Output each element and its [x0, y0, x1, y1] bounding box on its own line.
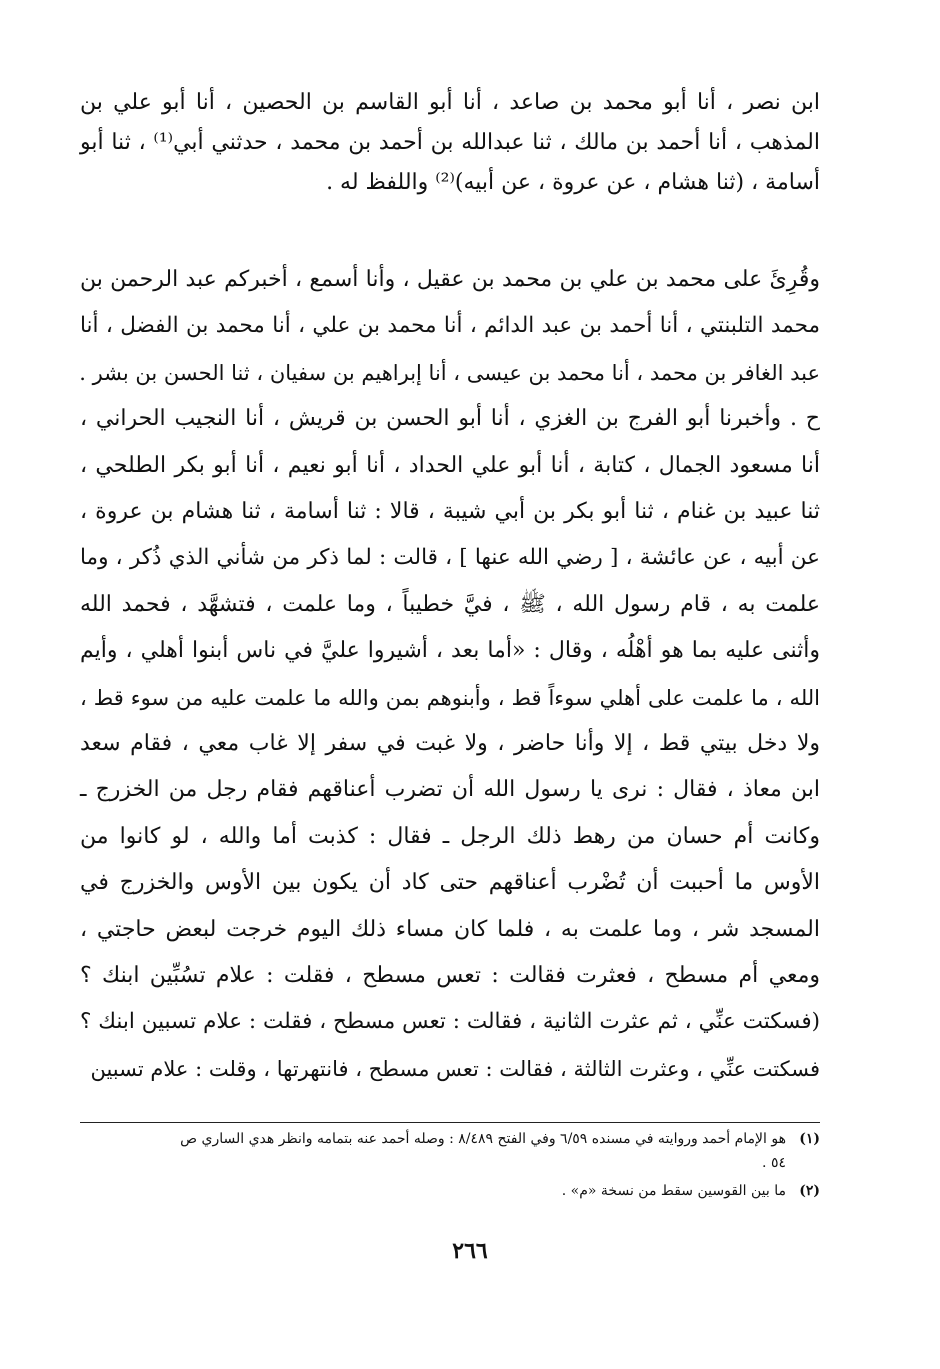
- text-line: الله ، ما علمت على أهلي سوءاً قط ، وأبنوهم بمن والله ما علمت عليه من سوء قط ،: [80, 686, 820, 710]
- footnote-number: (٢): [799, 1183, 820, 1199]
- text-line: وأثنى عليه بما هو أهْلُه ، وقال : «أما بعد ، أشيروا عليَّ في ناس أبنوا أهلي ، وأيم: [80, 638, 820, 663]
- text-line: ابن نصر ، أنا أبو محمد بن صاعد ، أنا أبو القاسم بن الحصين ، أنا أبو علي بن: [80, 90, 820, 115]
- text-line: علمت به ، قام رسول الله ، ﷺ ، فيَّ خطيباً ، وما علمت ، فتشهَّد ، فحمد الله: [80, 592, 820, 617]
- text-line: ومعي أم مسطح ، فعثرت فقالت : تعس مسطح ، فقلت : علام تسُبِّين ابنك ؟: [80, 963, 820, 988]
- text-line: ولا دخل بيتي قط ، إلا وأنا حاضر ، ولا غبت في سفر إلا غاب معي ، فقام سعد: [80, 731, 820, 756]
- text-line: المسجد شر ، وما علمت به ، فلما كان مساء ذلك اليوم خرجت لبعض حاجتي ،: [80, 917, 820, 942]
- footnote-text: ما بين القوسين سقط من نسخة «م» .: [561, 1183, 786, 1199]
- footnote-separator: [80, 1122, 820, 1123]
- page-number: ٢٦٦: [452, 1238, 488, 1264]
- text-line: ثنا عبيد بن غنام ، ثنا أبو بكر بن أبي شيبة ، قالا : ثنا أسامة ، ثنا هشام بن عروة ،: [80, 499, 820, 524]
- text-line: ح . وأخبرنا أبو الفرج بن الغزي ، أنا أبو الحسن بن قريش ، أنا النجيب الحراني ،: [80, 406, 820, 431]
- text-line: وكانت أم حسان من رهط ذلك الرجل ـ فقال : كذبت أما والله ، لو كانوا من: [80, 824, 820, 849]
- text-line: أسامة ، (ثنا هشام ، عن عروة ، عن أبيه)⁽²⁾ واللفظ له .: [326, 170, 820, 195]
- text-line: عن أبيه ، عن عائشة ، [ رضي الله عنها ] ، قالت : لما ذكر من شأني الذي ذُكر ، وما: [80, 545, 820, 570]
- footnote-line: [80, 1180, 820, 1202]
- text-line: وقُرِئَ على محمد بن علي بن محمد بن عقيل ، وأنا أسمع ، أخبركم عبد الرحمن بن: [80, 267, 820, 292]
- footnote-line: [80, 1152, 820, 1174]
- text-line: أنا مسعود الجمال ، كتابة ، أنا أبو علي الحداد ، أنا أبو نعيم ، أنا أبو بكر الطلحي ،: [80, 453, 820, 478]
- text-line: (فسكتت عنِّي ، ثم عثرت الثانية ، فقالت : تعس مسطح ، فقلت : علام تسبين ابنك ؟: [80, 1009, 820, 1034]
- text-line: محمد التلبنتي ، أنا أحمد بن عبد الدائم ، أنا محمد بن علي ، أنا محمد بن الفضل ، أنا: [80, 313, 820, 338]
- text-line: عبد الغافر بن محمد ، أنا محمد بن عيسى ، أنا إبراهيم بن سفيان ، ثنا الحسن بن بشر .: [79, 361, 820, 385]
- text-line: المذهب ، أنا أحمد بن مالك ، ثنا عبدالله بن أحمد بن محمد ، حدثني أبي⁽¹⁾ ، ثنا أبو: [80, 130, 820, 155]
- text-line: ابن معاذ ، فقال : نرى يا رسول الله أن تضرب أعناقهم فقام رجل من الخزرج ـ: [80, 777, 820, 802]
- text-line: فسكتت عنِّي ، وعثرت الثالثة ، فقالت : تعس مسطح ، فانتهرتها ، وقلت : علام تسبين: [90, 1057, 820, 1081]
- footnote-text: ٥٤ .: [762, 1155, 786, 1171]
- footnote-number: (١): [799, 1131, 820, 1147]
- footnote-text: هو الإمام أحمد وروايته في مسنده ٦/٥٩ وفي الفتح ٨/٤٨٩ : وصله أحمد عنه بتمامه وانظر هدي الساري ص: [180, 1131, 786, 1147]
- text-line: الأوس ما أحببت أن تُضْرب أعناقهم حتى كاد أن يكون بين الأوس والخزرج في: [80, 870, 820, 895]
- footnote-line: [80, 1128, 820, 1150]
